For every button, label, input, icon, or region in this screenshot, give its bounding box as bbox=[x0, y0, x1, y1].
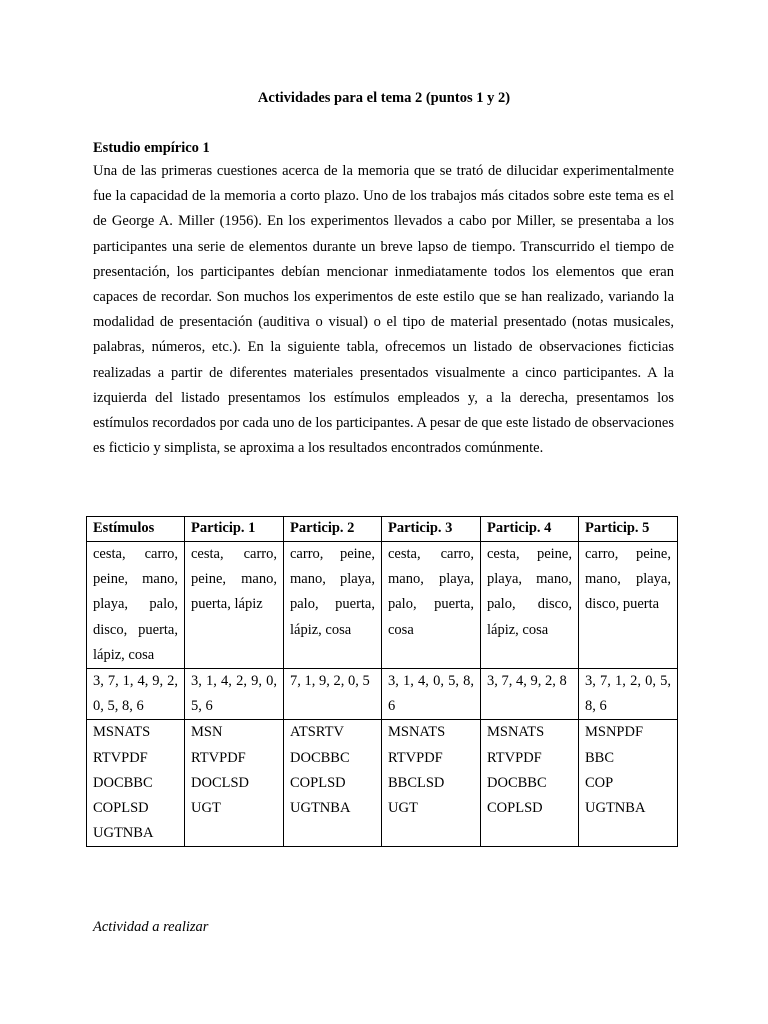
acronym: UGT bbox=[191, 800, 221, 817]
acronym: DOCBBC bbox=[93, 774, 153, 791]
acronym: RTVPDF bbox=[93, 749, 148, 766]
acronym: RTVPDF bbox=[487, 749, 542, 766]
acronym: DOCBBC bbox=[290, 749, 350, 766]
table-cell: 3, 1, 4, 2, 9, 0, 5, 6 bbox=[185, 669, 284, 720]
table-row-acronyms bbox=[87, 720, 678, 847]
acronym: UGTNBA bbox=[585, 800, 646, 817]
table-cell bbox=[579, 720, 678, 847]
table-cell: cesta, carro, mano, playa, palo, puerta, cosa bbox=[382, 542, 481, 669]
activity-heading: Actividad a realizar bbox=[93, 919, 209, 935]
header-participant-5: Particip. 5 bbox=[579, 517, 678, 542]
table-cell: cesta, carro, peine, mano, playa, palo, disco, puerta, lápiz, cosa bbox=[87, 542, 185, 669]
acronym: DOCLSD bbox=[191, 774, 250, 791]
table-cell bbox=[284, 720, 382, 847]
header-participant-3: Particip. 3 bbox=[382, 517, 481, 542]
table-cell: 3, 7, 4, 9, 2, 8 bbox=[481, 669, 579, 720]
acronym: ATSRTV bbox=[290, 724, 344, 741]
header-participant-4: Particip. 4 bbox=[481, 517, 579, 542]
table-cell: cesta, peine, playa, mano, palo, disco, lápiz, cosa bbox=[481, 542, 579, 669]
acronym: MSNATS bbox=[487, 724, 545, 741]
acronym: COPLSD bbox=[290, 774, 346, 791]
acronym: DOCBBC bbox=[487, 774, 547, 791]
observations-table bbox=[86, 516, 678, 847]
acronym: UGTNBA bbox=[290, 800, 351, 817]
acronym: MSNPDF bbox=[585, 724, 644, 741]
acronym: MSN bbox=[191, 724, 223, 741]
acronym: COPLSD bbox=[93, 800, 149, 817]
table-header-row bbox=[87, 517, 678, 542]
acronym: RTVPDF bbox=[191, 749, 246, 766]
acronym: MSNATS bbox=[388, 724, 446, 741]
table-cell: 3, 7, 1, 2, 0, 5, 8, 6 bbox=[579, 669, 678, 720]
acronym: BBC bbox=[585, 749, 615, 766]
table-cell: carro, peine, mano, playa, disco, puerta bbox=[579, 542, 678, 669]
table-cell: 3, 1, 4, 0, 5, 8, 6 bbox=[382, 669, 481, 720]
table-cell: 7, 1, 9, 2, 0, 5 bbox=[284, 669, 382, 720]
table-cell bbox=[382, 720, 481, 847]
header-participant-2: Particip. 2 bbox=[284, 517, 382, 542]
acronym: MSNATS bbox=[93, 724, 151, 741]
acronym: COP bbox=[585, 774, 614, 791]
acronym: UGTNBA bbox=[93, 825, 154, 842]
table-cell: 3, 7, 1, 4, 9, 2, 0, 5, 8, 6 bbox=[87, 669, 185, 720]
intro-paragraph: Una de las primeras cuestiones acerca de la memoria que se trató de dilucidar experimentalmente fue la capacidad de la memoria a corto plazo. Uno de los trabajos más citados sobre este tema es el de George A. Miller (1956). En los experimentos llevados a cabo por Miller, se presentaba a los participantes una serie de elementos durante un breve lapso de tiempo. Transcurrido el tiempo de presentación, los participantes debían mencionar inmediatamente todos los elementos que eran capaces de recordar. Son muchos los experimentos de este estilo que se han realizado, variando la modalidad de presentación (auditiva o visual) o el tipo de material presentado (notas musicales, palabras, números, etc.). En la siguiente tabla, ofrecemos un listado de observaciones ficticias realizadas a partir de diferentes materiales presentados visualmente a cinco participantes. A la izquierda del listado presentamos los estímulos empleados y, a la derecha, presentamos los estímulos recordados por cada uno de los participantes. A pesar de que este listado de observaciones es ficticio y simplista, se aproxima a los resultados encontrados comúnmente. bbox=[93, 163, 674, 457]
acronym: UGT bbox=[388, 800, 418, 817]
table-cell: cesta, carro, peine, mano, puerta, lápiz bbox=[185, 542, 284, 669]
acronym: COPLSD bbox=[487, 800, 543, 817]
table-cell bbox=[481, 720, 579, 847]
acronym: BBCLSD bbox=[388, 774, 445, 791]
section-heading: Estudio empírico 1 bbox=[93, 140, 210, 156]
table-row-digits bbox=[87, 669, 678, 720]
header-participant-1: Particip. 1 bbox=[185, 517, 284, 542]
table-cell bbox=[185, 720, 284, 847]
table-row-words bbox=[87, 542, 678, 669]
document-title: Actividades para el tema 2 (puntos 1 y 2) bbox=[257, 90, 511, 106]
header-stimuli: Estímulos bbox=[87, 517, 185, 542]
acronym: RTVPDF bbox=[388, 749, 443, 766]
table-cell bbox=[87, 720, 185, 847]
table-cell: carro, peine, mano, playa, palo, puerta, lápiz, cosa bbox=[284, 542, 382, 669]
